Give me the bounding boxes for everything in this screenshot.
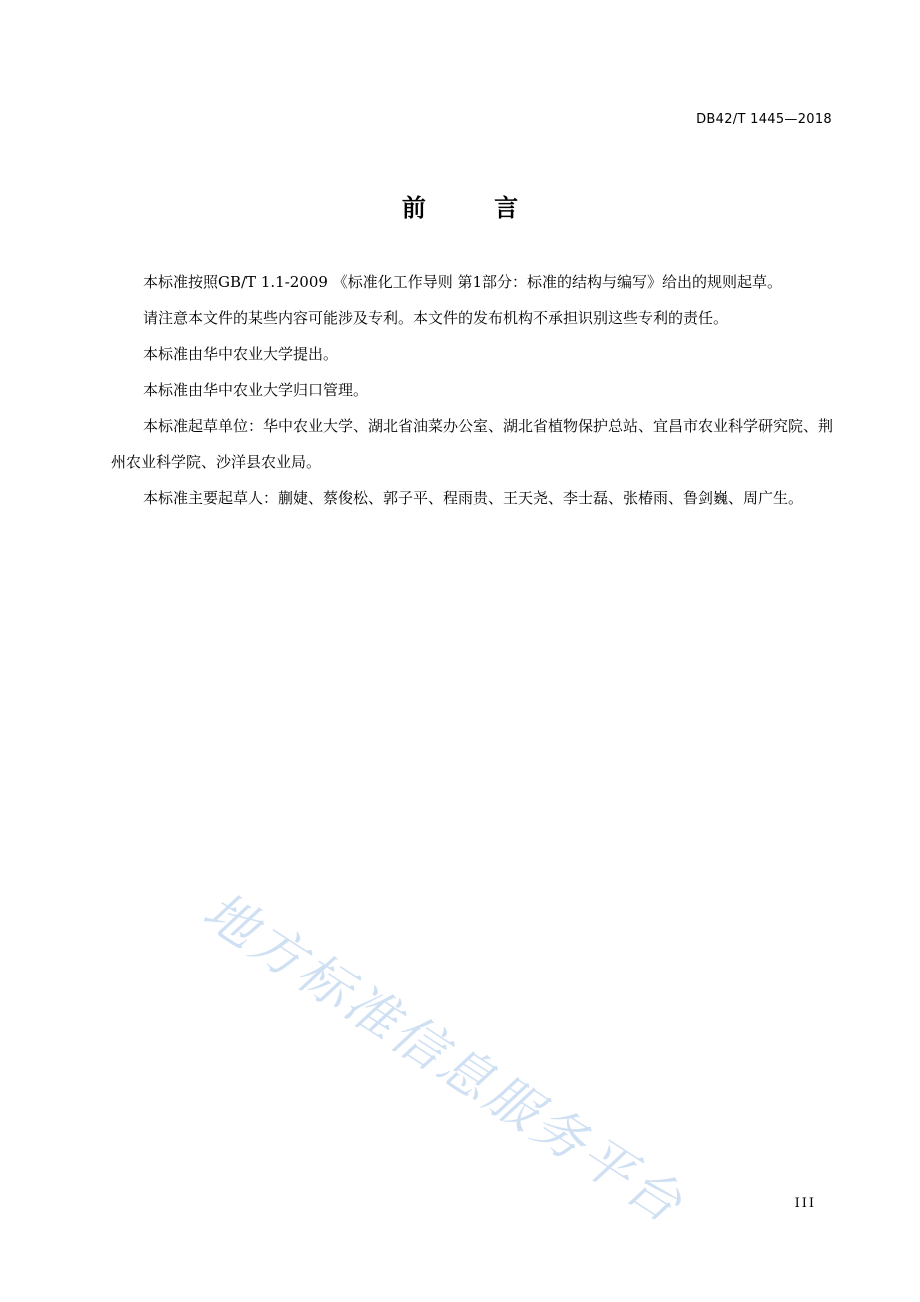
paragraph-drafting-units: 本标准起草单位：华中农业大学、湖北省油菜办公室、湖北省植物保护总站、宜昌市农业科学研究院、荆州农业科学院、沙洋县农业局。: [111, 417, 834, 471]
paragraph-management: 本标准由华中农业大学归口管理。: [143, 381, 369, 399]
paragraph-drafting-rules: 本标准按照GB/T 1.1-2009 《标准化工作导则 第1部分：标准的结构与编写》给出的规则起草。: [143, 273, 783, 291]
watermark: 地方标准信息服务平台: [192, 880, 695, 1237]
foreword-body: [111, 264, 833, 516]
document-code: DB42/T 1445—2018: [696, 112, 832, 127]
paragraph-proposer: 本标准由华中农业大学提出。: [143, 345, 339, 363]
page-number: III: [794, 1196, 816, 1211]
paragraph-patent-notice: 请注意本文件的某些内容可能涉及专利。本文件的发布机构不承担识别这些专利的责任。: [143, 309, 729, 327]
page-title: 前 言: [401, 194, 549, 222]
paragraph-drafters: 本标准主要起草人：蒯婕、蔡俊松、郭子平、程雨贵、王天尧、李士磊、张椿雨、鲁剑巍、周广生。: [143, 489, 804, 507]
